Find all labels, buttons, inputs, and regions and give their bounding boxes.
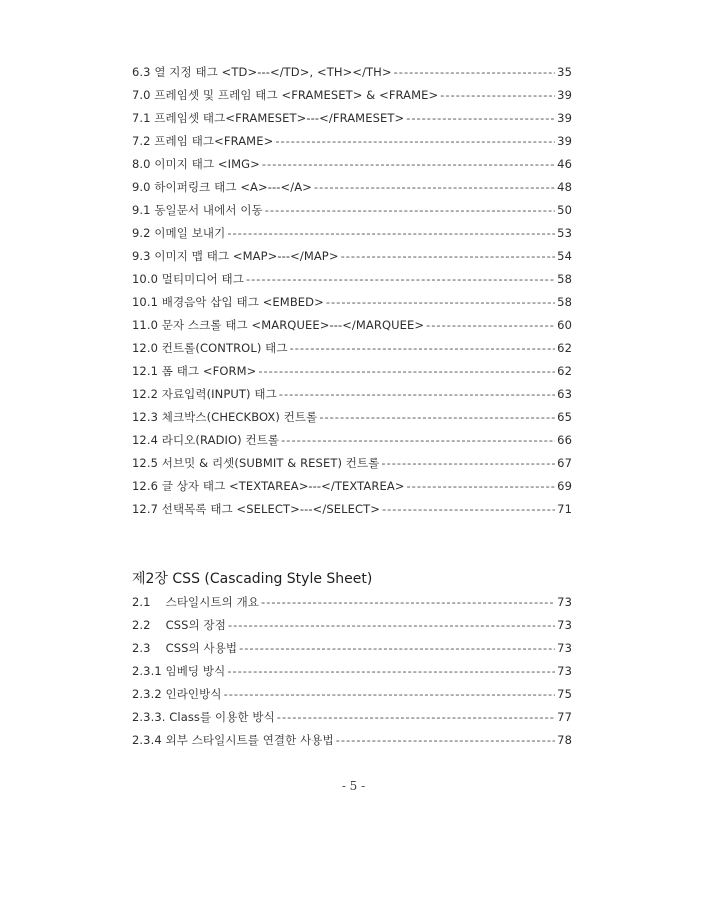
toc-section-html	[132, 64, 572, 524]
toc-entry	[132, 156, 572, 179]
toc-entry	[132, 110, 572, 133]
toc-entry	[132, 64, 572, 87]
dot-leader	[262, 157, 555, 171]
dot-leader	[265, 203, 555, 217]
toc-entry-title: 7.1 프레임셋 태그<FRAMESET>---</FRAMESET>	[132, 111, 405, 125]
toc-entry-page: 62	[557, 364, 572, 378]
toc-entry-title: 10.0 멀티미디어 태그	[132, 272, 244, 286]
toc-entry-page: 71	[557, 502, 572, 516]
toc-entry-title: 11.0 문자 스크롤 태그 <MARQUEE>---</MARQUEE>	[132, 318, 425, 332]
dot-leader	[382, 502, 555, 516]
toc-entry	[132, 133, 572, 156]
toc-entry-title: 12.0 컨트롤(CONTROL) 태그	[132, 341, 288, 355]
toc-entry-page: 48	[557, 180, 572, 194]
toc-entry	[132, 340, 572, 363]
toc-entry-page: 75	[557, 687, 572, 701]
dot-leader	[290, 341, 556, 355]
dot-leader	[279, 387, 555, 401]
toc-entry-title: 12.6 글 상자 태그 <TEXTAREA>---</TEXTAREA>	[132, 479, 405, 493]
toc-entry-page: 69	[557, 479, 572, 493]
dot-leader	[224, 687, 556, 701]
dot-leader	[239, 641, 555, 655]
dot-leader	[341, 249, 556, 263]
toc-entry-title: 7.2 프레임 태그<FRAME>	[132, 134, 274, 148]
toc-entry	[132, 179, 572, 202]
dot-leader	[336, 733, 555, 747]
toc-entry-page: 39	[557, 134, 572, 148]
toc-entry	[132, 271, 572, 294]
toc-entry	[132, 617, 572, 640]
toc-entry-title: 2.2 CSS의 장점	[132, 618, 226, 632]
toc-entry-page: 73	[557, 641, 572, 655]
toc-entry-page: 58	[557, 295, 572, 309]
toc-entry-page: 77	[557, 710, 572, 724]
toc-entry	[132, 709, 572, 732]
toc-entry-title: 9.3 이미지 맵 태그 <MAP>---</MAP>	[132, 249, 339, 263]
toc-entry	[132, 732, 572, 755]
toc-entry	[132, 686, 572, 709]
toc-entry	[132, 294, 572, 317]
chapter-heading: 제2장 CSS (Cascading Style Sheet)	[132, 571, 373, 587]
toc-entry-title: 2.3 CSS의 사용법	[132, 641, 238, 655]
toc-entry	[132, 386, 572, 409]
toc-entry-page: 73	[557, 664, 572, 678]
toc-entry-page: 62	[557, 341, 572, 355]
toc-entry-page: 53	[557, 226, 572, 240]
toc-entry-page: 39	[557, 88, 572, 102]
toc-entry-title: 12.7 선택목록 태그 <SELECT>---</SELECT>	[132, 502, 380, 516]
dot-leader	[246, 272, 555, 286]
dot-leader	[426, 318, 555, 332]
toc-entry-title: 12.4 라디오(RADIO) 컨트롤	[132, 433, 280, 447]
dot-leader	[228, 618, 555, 632]
toc-entry-title: 12.1 폼 태그 <FORM>	[132, 364, 257, 378]
toc-entry	[132, 455, 572, 478]
dot-leader	[227, 664, 555, 678]
toc-entry-title: 2.3.4 외부 스타일시트를 연결한 사용법	[132, 733, 334, 747]
dot-leader	[406, 111, 555, 125]
toc-entry-title: 12.3 체크박스(CHECKBOX) 컨트롤	[132, 410, 318, 424]
toc-entry-page: 65	[557, 410, 572, 424]
toc-entry	[132, 640, 572, 663]
toc-entry	[132, 87, 572, 110]
dot-leader	[281, 433, 555, 447]
dot-leader	[275, 134, 555, 148]
toc-entry-page: 50	[557, 203, 572, 217]
toc-entry-title: 7.0 프레임셋 및 프레임 태그 <FRAMESET> & <FRAME>	[132, 88, 439, 102]
toc-entry-title: 12.5 서브밋 & 리셋(SUBMIT & RESET) 컨트롤	[132, 456, 380, 470]
dot-leader	[381, 456, 555, 470]
toc-entry-page: 60	[557, 318, 572, 332]
dot-leader	[440, 88, 555, 102]
toc-entry	[132, 317, 572, 340]
dot-leader	[227, 226, 555, 240]
toc-entry	[132, 501, 572, 524]
toc-entry-page: 73	[557, 618, 572, 632]
dot-leader	[277, 710, 555, 724]
toc-entry-page: 46	[557, 157, 572, 171]
toc-entry-page: 78	[557, 733, 572, 747]
toc-entry	[132, 409, 572, 432]
dot-leader	[394, 65, 556, 79]
dot-leader	[319, 410, 555, 424]
toc-entry-page: 54	[557, 249, 572, 263]
toc-entry	[132, 594, 572, 617]
toc-entry-title: 6.3 열 지정 태그 <TD>---</TD>, <TH></TH>	[132, 65, 392, 79]
toc-entry-title: 2.3.3. Class를 이용한 방식	[132, 710, 275, 724]
toc-entry	[132, 202, 572, 225]
toc-entry-title: 9.1 동일문서 내에서 이동	[132, 203, 263, 217]
toc-entry-title: 2.3.1 임베딩 방식	[132, 664, 226, 678]
dot-leader	[326, 295, 555, 309]
toc-entry-page: 73	[557, 595, 572, 609]
dot-leader	[314, 180, 555, 194]
toc-entry-page: 58	[557, 272, 572, 286]
dot-leader	[258, 364, 555, 378]
toc-entry-title: 9.2 이메일 보내기	[132, 226, 226, 240]
toc-entry-title: 12.2 자료입력(INPUT) 태그	[132, 387, 277, 401]
toc-entry	[132, 663, 572, 686]
toc-entry-page: 63	[557, 387, 572, 401]
toc-entry-title: 2.1 스타일시트의 개요	[132, 595, 260, 609]
toc-entry-title: 8.0 이미지 태그 <IMG>	[132, 157, 260, 171]
toc-entry-page: 67	[557, 456, 572, 470]
toc-entry	[132, 478, 572, 501]
toc-entry	[132, 248, 572, 271]
toc-entry-title: 9.0 하이퍼링크 태그 <A>---</A>	[132, 180, 312, 194]
toc-entry	[132, 225, 572, 248]
dot-leader	[261, 595, 555, 609]
toc-entry-page: 35	[557, 65, 572, 79]
toc-entry-title: 2.3.2 인라인방식	[132, 687, 222, 701]
toc-entry-page: 66	[557, 433, 572, 447]
dot-leader	[407, 479, 556, 493]
toc-entry-page: 39	[557, 111, 572, 125]
toc-entry-title: 10.1 배경음악 삽입 태그 <EMBED>	[132, 295, 324, 309]
toc-entry	[132, 432, 572, 455]
toc-entry	[132, 363, 572, 386]
page-number: - 5 -	[341, 779, 366, 793]
toc-section-css	[132, 594, 572, 755]
